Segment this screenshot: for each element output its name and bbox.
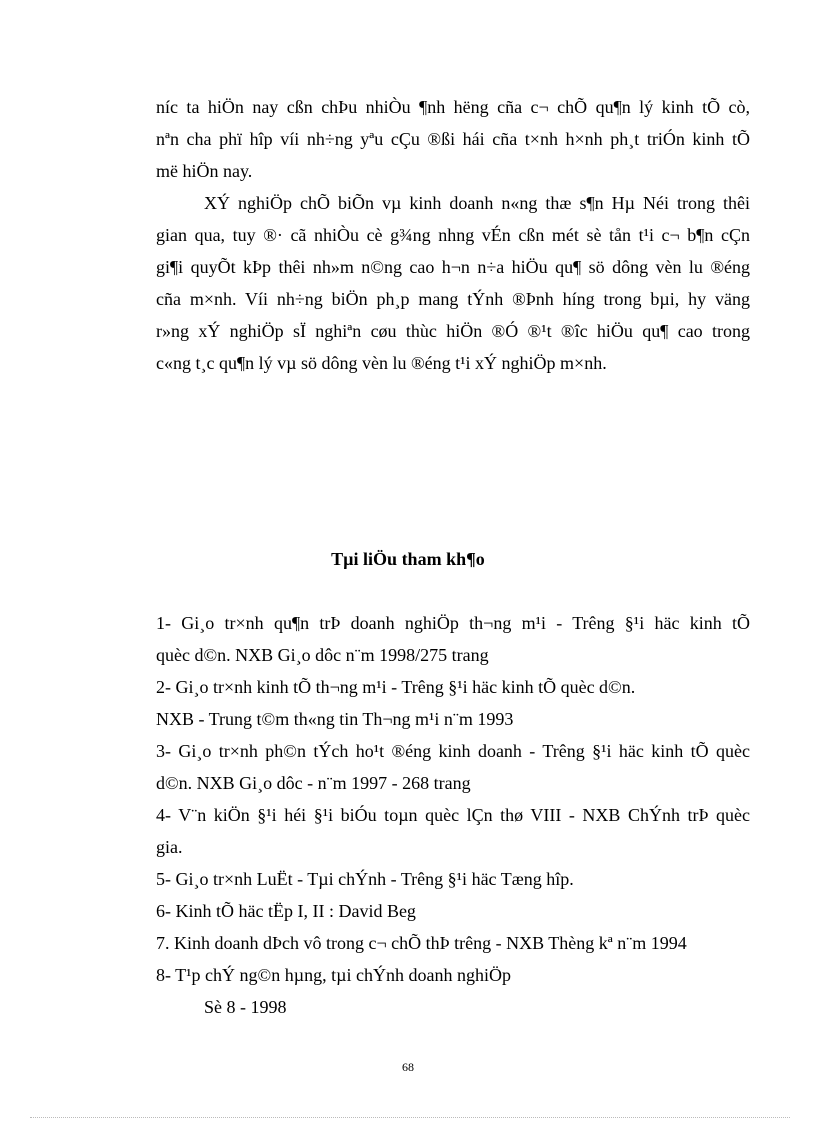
reference-line: 2- Gi¸o tr×nh kinh tÕ th¬ng m¹i - Trêng §¹i häc kinh tÕ quèc d©n. <box>156 677 636 697</box>
page-bottom-divider <box>30 1117 790 1118</box>
body-line: cña m×nh. Víi nh÷ng biÖn ph¸p mang tÝnh ®Þnh híng trong bµi, hy väng <box>156 289 750 309</box>
reference-line: d©n. NXB Gi¸o dôc - n¨m 1997 - 268 trang <box>156 773 471 793</box>
body-line: nªn cha phï hîp víi nh÷ng yªu cÇu ®ßi hái cña t×nh h×nh ph¸t triÓn kinh tÕ <box>156 129 750 149</box>
reference-line: Sè 8 - 1998 <box>204 997 287 1017</box>
reference-line: 3- Gi¸o tr×nh ph©n tÝch ho¹t ®éng kinh doanh - Trêng §¹i häc kinh tÕ quèc <box>156 741 750 761</box>
body-line: XÝ nghiÖp chÕ biÕn vµ kinh doanh n«ng thæ s¶n Hµ Néi trong thêi <box>204 193 750 213</box>
body-line: níc ta hiÖn nay cßn chÞu nhiÒu ¶nh hëng cña c¬ chÕ qu¶n lý kinh tÕ cò, <box>156 97 750 117</box>
references-title: Tµi liÖu tham kh¶o <box>331 549 485 569</box>
page-number: 68 <box>402 1060 414 1074</box>
reference-line: 1- Gi¸o tr×nh qu¶n trÞ doanh nghiÖp th¬ng m¹i - Trêng §¹i häc kinh tÕ <box>156 613 750 633</box>
body-line: gian qua, tuy ®· cã nhiÒu cè g¾ng nhng vÉn cßn mét sè tån t¹i c¬ b¶n cÇn <box>156 225 750 245</box>
body-line: c«ng t¸c qu¶n lý vµ sö dông vèn lu ®éng t¹i xÝ nghiÖp m×nh. <box>156 353 607 373</box>
reference-line: NXB - Trung t©m th«ng tin Th¬ng m¹i n¨m 1993 <box>156 709 514 729</box>
reference-line: 7. Kinh doanh dÞch vô trong c¬ chÕ thÞ trêng - NXB Thèng kª n¨m 1994 <box>156 933 687 953</box>
reference-line: 5- Gi¸o tr×nh LuËt - Tµi chÝnh - Trêng §¹i häc Tæng hîp. <box>156 869 574 889</box>
reference-line: gia. <box>156 837 183 857</box>
reference-line: quèc d©n. NXB Gi¸o dôc n¨m 1998/275 trang <box>156 645 489 665</box>
reference-line: 8- T¹p chÝ ng©n hµng, tµi chÝnh doanh nghiÖp <box>156 965 511 985</box>
body-line: më hiÖn nay. <box>156 161 253 181</box>
reference-line: 6- Kinh tÕ häc tËp I, II : David Beg <box>156 901 416 921</box>
body-line: r»ng xÝ nghiÖp sÏ nghiªn cøu thùc hiÖn ®Ó ®¹t ®îc hiÖu qu¶ cao trong <box>156 321 750 341</box>
body-line: gi¶i quyÕt kÞp thêi nh»m n©ng cao h¬n n÷a hiÖu qu¶ sö dông vèn lu ®éng <box>156 257 750 277</box>
reference-line: 4- V¨n kiÖn §¹i héi §¹i biÓu toµn quèc lÇn thø VIII - NXB ChÝnh trÞ quèc <box>156 805 750 825</box>
